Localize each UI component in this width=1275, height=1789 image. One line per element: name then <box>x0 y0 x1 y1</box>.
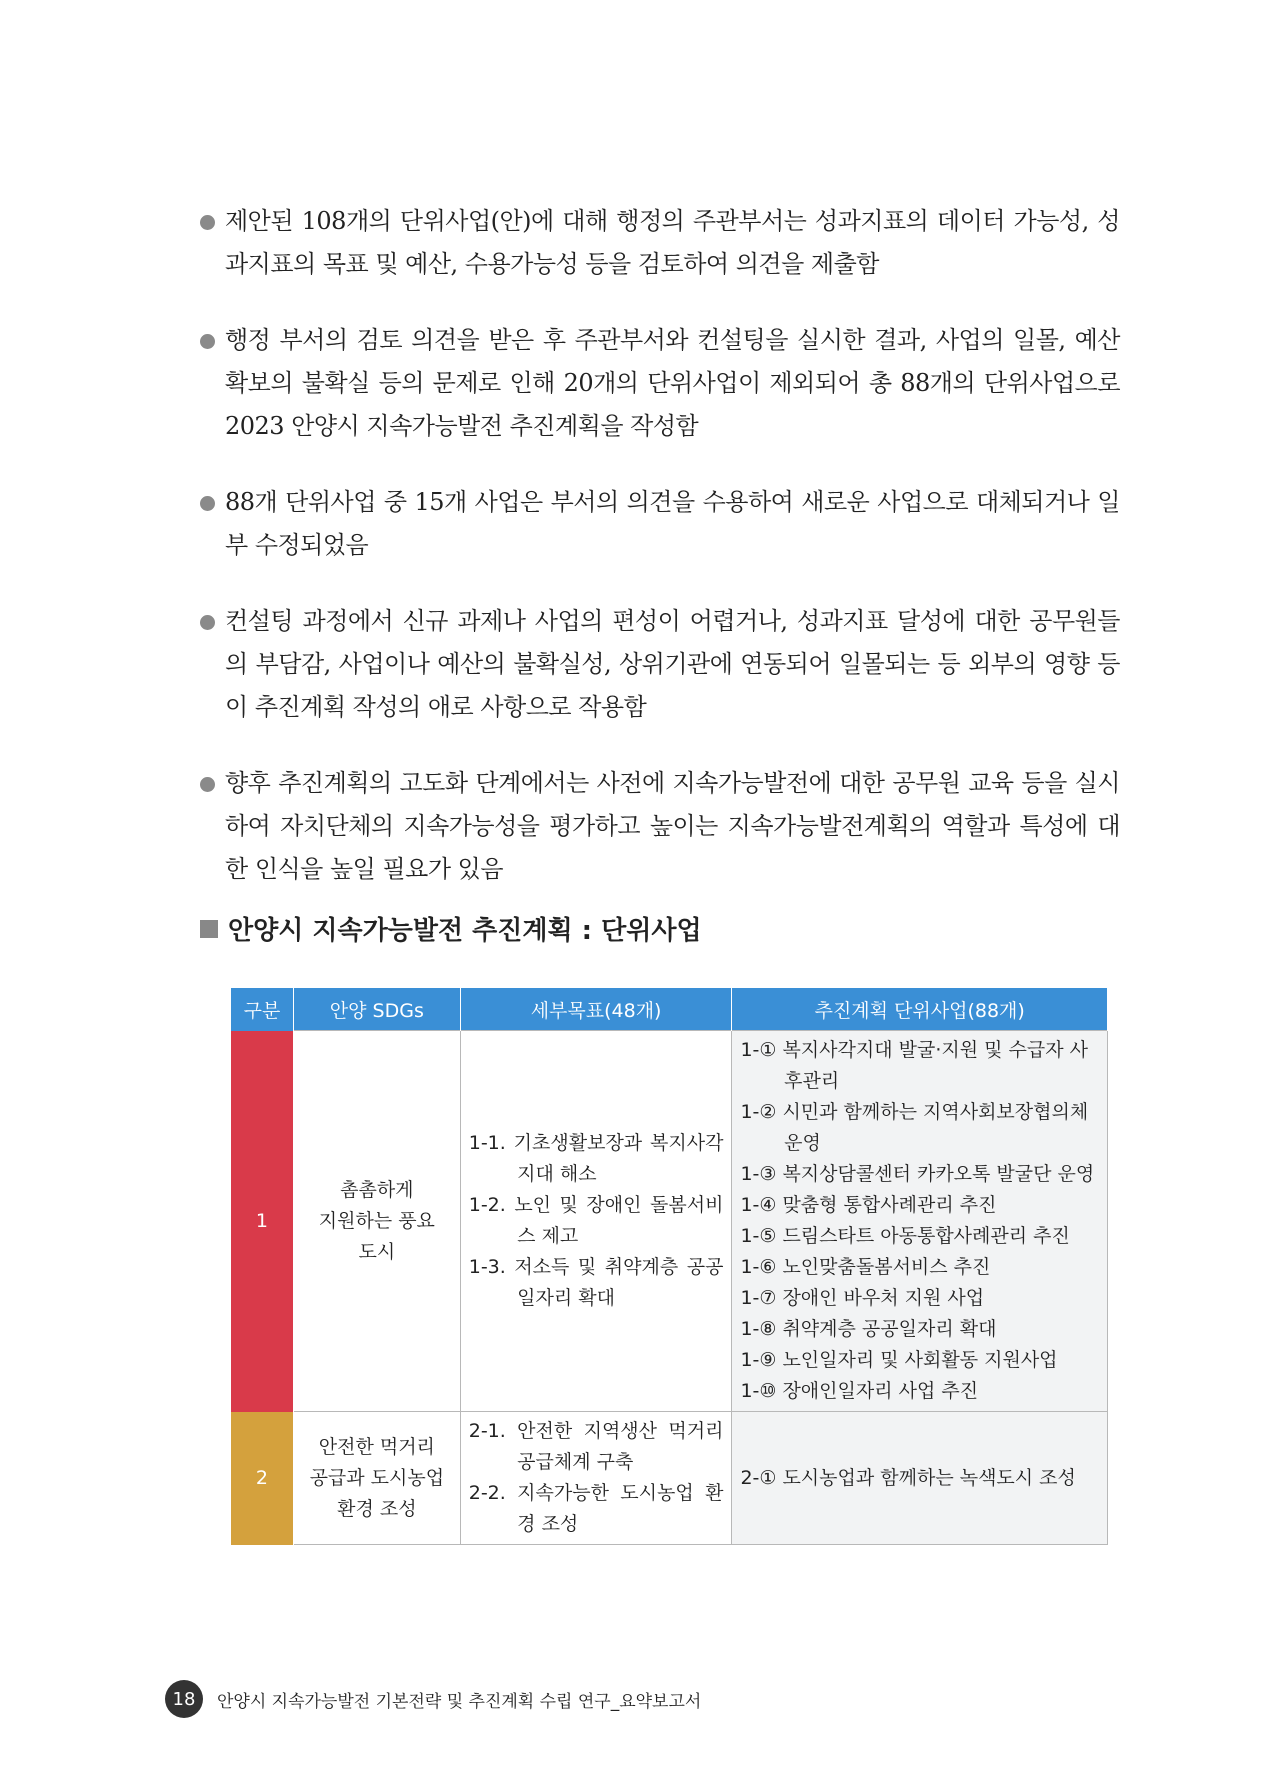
project-item: 1-① 복지사각지대 발굴·지원 및 수급자 사후관리 <box>740 1039 1088 1092</box>
project-item: 1-⑤ 드림스타트 아동통합사례관리 추진 <box>740 1225 1070 1247</box>
project-item: 1-② 시민과 함께하는 지역사회보장협의체 운영 <box>740 1101 1089 1154</box>
bullet-item <box>200 762 1120 891</box>
table-row <box>231 1412 1108 1545</box>
bullet-dot-icon <box>200 334 215 349</box>
project-item: 1-⑧ 취약계층 공공일자리 확대 <box>740 1318 997 1340</box>
goal-line: 도시 <box>358 1240 396 1263</box>
goal-line: 지원하는 풍요 <box>318 1209 435 1232</box>
goal-line: 공급과 도시농업 <box>309 1466 445 1489</box>
header-sdgs: 안양 SDGs <box>293 988 460 1031</box>
goal-line: 촘촘하게 <box>340 1178 414 1201</box>
project-list <box>732 1412 1108 1545</box>
header-projects: 추진계획 단위사업(88개) <box>732 988 1108 1031</box>
project-item: 1-⑨ 노인일자리 및 사회활동 지원사업 <box>740 1349 1058 1371</box>
page-footer <box>165 1680 701 1718</box>
bullet-dot-icon <box>200 777 215 792</box>
page-number: 18 <box>165 1680 203 1718</box>
bullet-dot-icon <box>200 496 215 511</box>
project-item: 1-④ 맞춤형 통합사례관리 추진 <box>740 1194 997 1216</box>
project-item: 1-③ 복지상담콜센터 카카오톡 발굴단 운영 <box>740 1163 1095 1185</box>
project-list <box>732 1031 1108 1412</box>
bullet-dot-icon <box>200 215 215 230</box>
target-list <box>460 1031 732 1412</box>
bullet-item <box>200 600 1120 729</box>
project-item: 1-⑩ 장애인일자리 사업 추진 <box>740 1380 979 1402</box>
bullet-item <box>200 200 1120 286</box>
target-item: 2-2. 지속가능한 도시농업 환경 조성 <box>468 1482 724 1535</box>
target-item: 1-2. 노인 및 장애인 돌봄서비스 제고 <box>468 1194 724 1247</box>
section-title <box>200 910 702 947</box>
goal-name <box>293 1412 460 1545</box>
square-bullet-icon <box>200 920 218 938</box>
bullet-text: 제안된 108개의 단위사업(안)에 대해 행정의 주관부서는 성과지표의 데이터 가능성, 성과지표의 목표 및 예산, 수용가능성 등을 검토하여 의견을 제출함 <box>225 207 1120 278</box>
bullet-list <box>200 200 1120 924</box>
table-header-row <box>231 988 1108 1031</box>
bullet-text: 88개 단위사업 중 15개 사업은 부서의 의견을 수용하여 새로운 사업으로 대체되거나 일부 수정되었음 <box>225 488 1120 559</box>
target-list <box>460 1412 732 1545</box>
bullet-text: 행정 부서의 검토 의견을 받은 후 주관부서와 컨설팅을 실시한 결과, 사업의 일몰, 예산 확보의 불확실 등의 문제로 인해 20개의 단위사업이 제외되어 총 88개의 단위사업으로 2023 안양시 지속가능발전 추진계획을 작성함 <box>225 326 1120 440</box>
goal-number: 1 <box>231 1031 294 1412</box>
header-category: 구분 <box>231 988 294 1031</box>
target-item: 1-1. 기초생활보장과 복지사각지대 해소 <box>468 1132 724 1185</box>
plan-table <box>230 988 1108 1545</box>
bullet-item <box>200 319 1120 448</box>
goal-line: 환경 조성 <box>337 1497 417 1520</box>
table-row <box>231 1031 1108 1412</box>
footer-text: 안양시 지속가능발전 기본전략 및 추진계획 수립 연구_요약보고서 <box>217 1691 702 1712</box>
project-item: 1-⑥ 노인맞춤돌봄서비스 추진 <box>740 1256 991 1278</box>
bullet-dot-icon <box>200 615 215 630</box>
goal-line: 안전한 먹거리 <box>318 1435 435 1458</box>
bullet-text: 컨설팅 과정에서 신규 과제나 사업의 편성이 어렵거나, 성과지표 달성에 대한 공무원들의 부담감, 사업이나 예산의 불확실성, 상위기관에 연동되어 일몰되는 등 외부의 영향 등이 추진계획 작성의 애로 사항으로 작용함 <box>225 607 1120 721</box>
header-targets: 세부목표(48개) <box>460 988 732 1031</box>
section-title-text: 안양시 지속가능발전 추진계획 : 단위사업 <box>228 916 702 946</box>
goal-number: 2 <box>231 1412 294 1545</box>
project-item: 2-① 도시농업과 함께하는 녹색도시 조성 <box>740 1466 1076 1489</box>
target-item: 1-3. 저소득 및 취약계층 공공일자리 확대 <box>468 1256 724 1309</box>
goal-name <box>293 1031 460 1412</box>
bullet-text: 향후 추진계획의 고도화 단계에서는 사전에 지속가능발전에 대한 공무원 교육 등을 실시하여 자치단체의 지속가능성을 평가하고 높이는 지속가능발전계획의 역할과 특성에 대한 인식을 높일 필요가 있음 <box>225 769 1120 883</box>
target-item: 2-1. 안전한 지역생산 먹거리 공급체계 구축 <box>468 1420 724 1473</box>
bullet-item <box>200 481 1120 567</box>
project-item: 1-⑦ 장애인 바우처 지원 사업 <box>740 1287 985 1309</box>
